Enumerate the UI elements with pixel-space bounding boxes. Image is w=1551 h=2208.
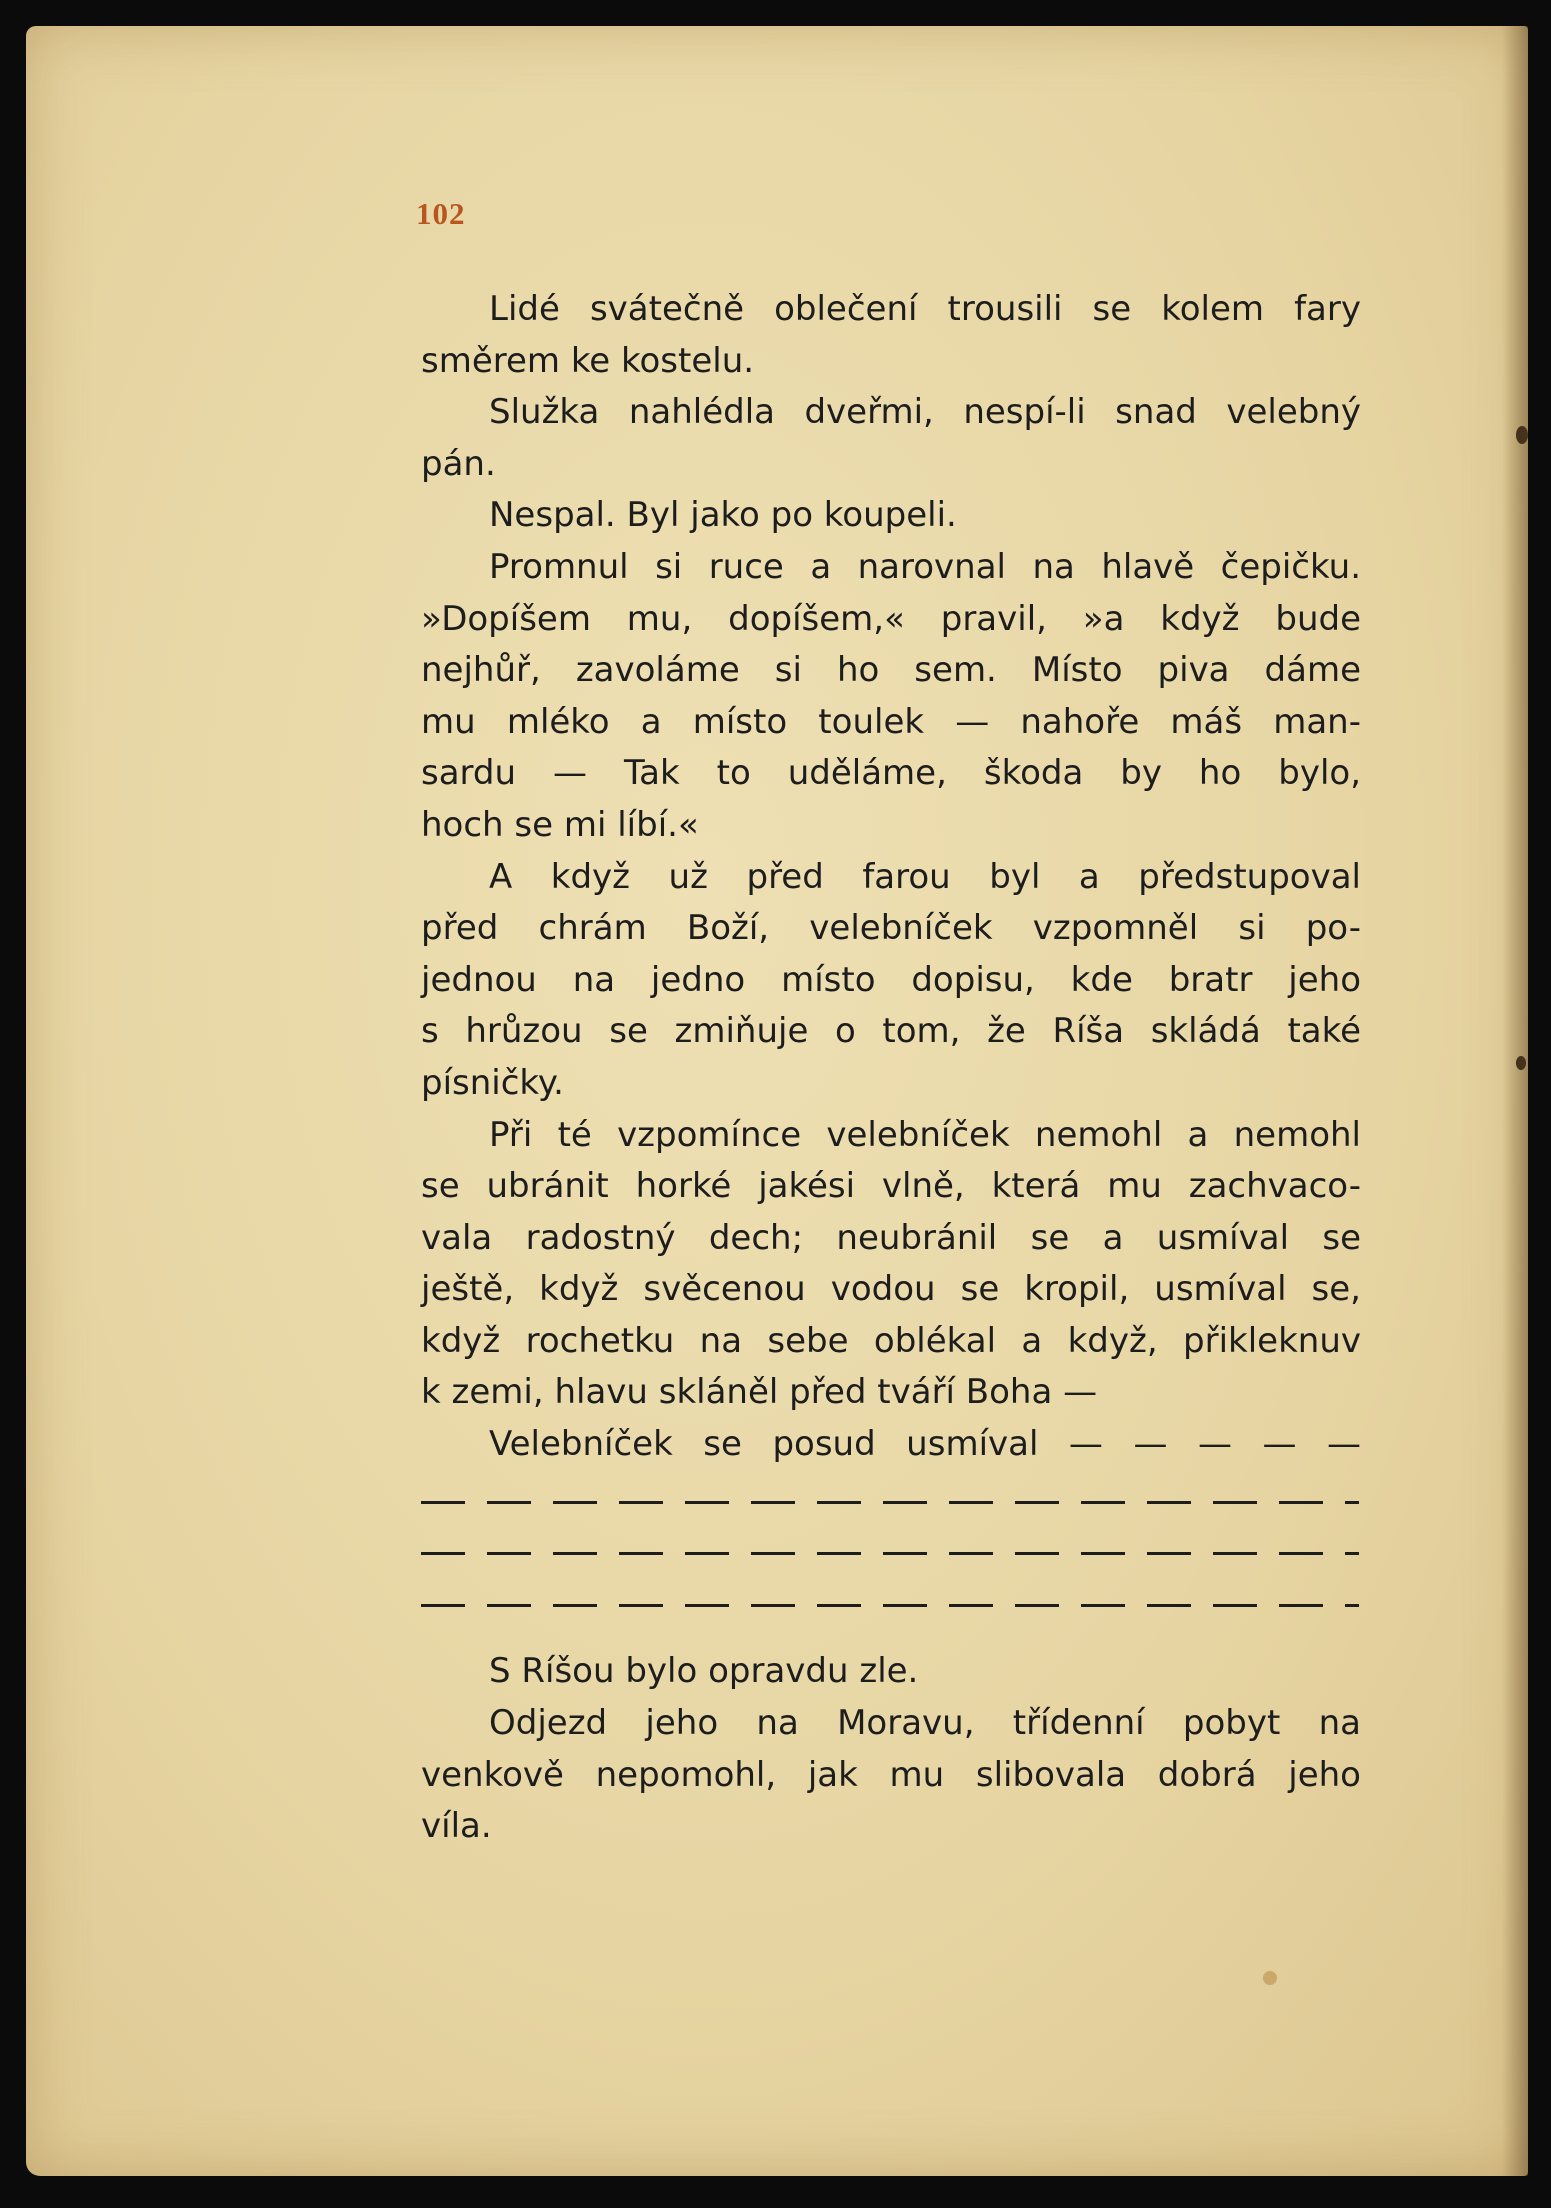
text-line: mu mléko a místo toulek — nahoře máš man- bbox=[421, 701, 1361, 742]
ink-spot bbox=[1263, 1971, 1277, 1985]
text-line: Lidé svátečně oblečení trousili se kolem fary bbox=[489, 289, 1361, 329]
book-page bbox=[26, 26, 1528, 2176]
text-line: nejhůř, zavoláme si ho sem. Místo piva dáme bbox=[421, 650, 1361, 691]
text-line: Promnul si ruce a narovnal na hlavě čepičku. bbox=[489, 546, 1361, 587]
text-line: A když už před farou byl a předstupoval bbox=[489, 856, 1361, 897]
text-line: sardu — Tak to uděláme, škoda by ho bylo, bbox=[421, 753, 1361, 794]
ink-spot bbox=[1516, 1056, 1526, 1070]
text-line: směrem ke kostelu. bbox=[421, 340, 755, 381]
text-line: Při té vzpomínce velebníček nemohl a nemohl bbox=[489, 1114, 1361, 1155]
text-line: když rochetku na sebe oblékal a když, přikleknuv bbox=[421, 1320, 1361, 1361]
text-line: jednou na jedno místo dopisu, kde bratr jeho bbox=[421, 959, 1361, 1000]
text-line: písničky. bbox=[421, 1062, 564, 1103]
dash-rule bbox=[421, 1471, 1361, 1523]
text-line: před chrám Boží, velebníček vzpomněl si po- bbox=[421, 908, 1361, 949]
dash-rule bbox=[421, 1574, 1361, 1626]
text-line: víla. bbox=[421, 1806, 492, 1847]
text-line: k zemi, hlavu skláněl před tváří Boha — bbox=[421, 1372, 1098, 1413]
page-number: 102 bbox=[416, 196, 466, 231]
text-line: venkově nepomohl, jak mu slibovala dobrá jeho bbox=[421, 1754, 1361, 1795]
text-line: se ubránit horké jakési vlně, která mu zachvaco- bbox=[421, 1166, 1361, 1207]
text-line: pán. bbox=[421, 443, 496, 484]
text-line: hoch se mi líbí.« bbox=[421, 804, 699, 845]
text-line: Služka nahlédla dveřmi, nespí-li snad velebný bbox=[489, 392, 1361, 433]
text-line: »Dopíšem mu, dopíšem,« pravil, »a když bude bbox=[421, 598, 1361, 639]
text-line: Nespal. Byl jako po koupeli. bbox=[489, 495, 957, 536]
text-line: Velebníček se posud usmíval — — — — — bbox=[489, 1424, 1361, 1465]
text-line: S Ríšou bylo opravdu zle. bbox=[489, 1651, 919, 1692]
text-line: Odjezd jeho na Moravu, třídenní pobyt na bbox=[489, 1703, 1361, 1744]
text-line: s hrůzou se zmiňuje o tom, že Ríša skládá také bbox=[421, 1011, 1361, 1052]
text-line: ještě, když svěcenou vodou se kropil, usmíval se, bbox=[421, 1269, 1361, 1310]
page-text bbox=[421, 284, 1361, 1853]
ink-spot bbox=[1516, 426, 1528, 444]
dash-rule bbox=[421, 1522, 1361, 1574]
text-line: vala radostný dech; neubránil se a usmíval se bbox=[421, 1217, 1361, 1258]
